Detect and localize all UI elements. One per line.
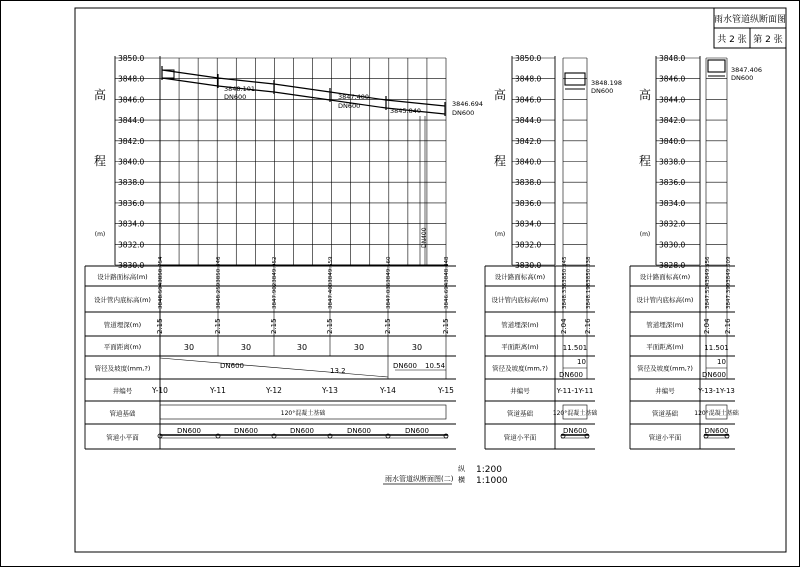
pipe-elev-label: 3847.406 [731,66,763,74]
design-elev: 3848.5943850.754 [158,256,164,309]
row-label: 井编号 [655,387,675,395]
pipe-top [386,100,445,106]
elev-value: 3830.0 [118,261,145,270]
elev-value: 3830.0 [659,240,686,250]
plan-label: DN600 [177,427,201,435]
plan-label: DN600 [563,427,587,435]
manhole-cap [565,73,585,85]
row-label: 平面距离(m) [103,343,142,351]
design-elev: 3847.5143849.556 [705,256,711,309]
caption [383,464,508,486]
design-elev: 3848.1983850.338 [586,256,592,309]
row-label: 井编号 [112,387,133,395]
well-id: Y-12 [266,386,282,395]
pipe-elev-label: 3848.198 [591,79,623,87]
design-elev: 3848.3363850.345 [562,256,568,309]
well-id: Y-10 [152,386,168,395]
pipe-size: DN600 [559,371,583,379]
profile-panel-2 [485,54,622,449]
pipe-slope: 10 [717,358,726,366]
row-label: 管道基础 [109,409,136,418]
row-label: 管道小平面 [648,433,682,442]
slope-line [160,358,388,377]
pipe-depth: 2.15 [156,318,164,334]
manhole-cap [708,60,725,72]
row-label: 管道基础 [507,409,533,418]
elev-value: 3848.0 [515,74,542,84]
pipe-depth: 2.15 [384,318,392,334]
elev-value: 3848.0 [118,74,145,84]
pipe-dn-label: DN600 [591,87,614,95]
distance-value: 30 [353,343,365,352]
foundation-label: 120°混凝土基础 [694,410,739,417]
drawing-name: 雨水管道纵断面图 [713,15,787,25]
elev-value: 3840.0 [118,157,145,167]
pipe-elev-label: 3846.694 [452,100,484,108]
well-id: Y-13 [322,386,338,395]
elev-value: 3838.0 [118,178,145,188]
elev-value: 3842.0 [515,136,542,146]
distance-value: 11.501 [704,344,729,352]
plan-label: DN600 [290,427,314,435]
elev-value: 3840.0 [515,157,542,167]
profile-panel-1 [85,54,483,449]
pipe-size: DN600 [220,362,244,370]
well-id: Y-14 [380,386,396,395]
row-label: 平面距离(m) [501,343,539,351]
well-id: Y-11-1Y-11 [556,387,594,395]
pipe-depth: 2.16 [724,318,732,334]
distance-value: 30 [411,343,423,352]
pipe-elev-label: 3845.840 [390,107,422,115]
design-elev: 3846.6943848.848 [444,256,450,309]
elev-value: 3842.0 [118,136,145,146]
elev-value: 3842.0 [659,116,686,126]
row-label: 管道埋深(m) [646,321,684,329]
distance-value: 11.501 [562,344,588,352]
row-label: 设计管内底标高(m) [636,296,694,304]
profile-panel-3 [630,54,762,449]
foundation-label: 120°混凝土基础 [552,410,598,417]
elev-char-2: 程 [93,154,107,168]
total-sheets: 共 2 张 [717,35,747,45]
pipe-slope: 10.54 [425,362,446,370]
elev-value: 3834.0 [118,219,145,229]
elev-value: 3848.0 [659,54,686,63]
elev-value: 3832.0 [515,240,542,250]
plan-label: DN600 [234,427,258,435]
row-label: 管道埋深(m) [103,321,142,329]
row-label: 平面距离(m) [646,343,684,351]
sheet-number: 第 2 张 [753,35,783,45]
branch-label: DN400 [421,227,428,248]
foundation-label: 120°混凝土基础 [280,410,326,417]
elev-value: 3832.0 [659,219,686,229]
pipe-size: DN600 [393,362,417,370]
pipe-elev-label: 3848.101 [224,85,256,93]
pipe-dn-label: DN600 [452,109,475,117]
design-elev: 3847.0363849.160 [386,256,392,309]
elev-char-1: 高 [93,88,107,102]
plan-label: DN600 [405,427,429,435]
pipe-dn-label: DN600 [224,93,247,101]
scale-h-label: 纵 [458,465,465,473]
elev-value: 3838.0 [659,157,686,167]
elev-value: 3830.0 [515,261,542,270]
caption-title: 雨水管道纵断面图(二) [385,475,454,483]
elev-value: 3844.0 [515,116,542,126]
elev-value: 3850.0 [118,54,145,63]
row-label: 设计路面标高(m) [639,273,691,281]
well-id: Y-15 [438,386,454,395]
elev-value: 3846.0 [515,95,542,105]
design-elev: 3847.9023849.952 [272,256,278,309]
plan-label: DN600 [704,427,729,435]
scale-v-label: 横 [458,476,465,484]
elev-unit: (m) [94,231,106,238]
pipe-depth: 2.15 [214,318,222,334]
pipe-size: DN600 [702,371,726,379]
pipe-slope: 10 [577,358,586,366]
pipe-depth: 2.15 [442,318,450,334]
pipe-dn-label: DN600 [338,102,361,110]
elev-value: 3836.0 [118,198,145,208]
pipe-depth: 2.16 [584,318,592,334]
well-id: Y-13-1Y-13 [698,387,735,395]
elev-value: 3844.0 [118,116,145,126]
elev-value: 3832.0 [118,240,145,250]
elev-char-2: 程 [638,154,652,168]
row-label: 设计路面标高(m) [494,273,546,281]
elev-value: 3844.0 [659,95,686,105]
elev-value: 3850.0 [515,54,542,63]
row-label: 管道小平面 [503,433,537,442]
row-label: 管径及坡度(mm,?) [492,364,548,373]
pipe-bottom [162,78,218,86]
design-elev: 3848.2593850.346 [216,256,222,309]
pipe-slope: 13.2 [330,367,346,375]
elev-value: 3834.0 [659,198,686,208]
title-block [714,8,786,48]
distance-value: 30 [183,343,195,352]
elev-char-2: 程 [493,154,507,168]
elev-value: 3838.0 [515,178,542,188]
row-label: 设计路面标高(m) [97,273,148,281]
elev-value: 3836.0 [659,178,686,188]
elev-value: 3846.0 [659,74,686,84]
elev-unit: (m) [639,231,651,238]
design-elev: 3847.4003849.559 [328,256,334,309]
pipe-top [162,70,218,78]
elev-char-1: 高 [638,88,652,102]
row-label: 设计管内底标高(m) [94,296,151,304]
design-elev: 3847.3993849.509 [726,256,732,309]
pipe-depth: 2.15 [270,318,278,334]
elev-value: 3836.0 [515,198,542,208]
elev-value: 3828.0 [659,261,686,270]
distance-value: 30 [240,343,252,352]
distance-value: 30 [296,343,308,352]
row-label: 井编号 [510,387,530,395]
pipe-depth: 2.04 [560,318,568,334]
elev-value: 3840.0 [659,136,686,146]
row-label: 设计管内底标高(m) [491,296,549,304]
pipe-depth: 2.04 [703,318,711,334]
pipe-elev-label: 3847.400 [338,93,370,101]
row-label: 管道基础 [652,409,678,418]
row-label: 管径及坡度(mm,?) [637,364,693,373]
well-id: Y-11 [210,386,226,395]
row-label: 管径及坡度(mm,?) [94,364,151,373]
pipe-depth: 2.15 [326,318,334,334]
pipe-bottom [274,92,330,100]
row-label: 管道埋深(m) [501,321,539,329]
elev-value: 3834.0 [515,219,542,229]
row-label: 管道小平面 [106,433,139,442]
elev-unit: (m) [494,231,506,238]
pipe-dn-label: DN600 [731,74,754,82]
pipe-top [274,84,330,92]
plan-label: DN600 [347,427,371,435]
scale-h: 1:200 [476,465,502,475]
elev-value: 3846.0 [118,95,145,105]
elev-char-1: 高 [493,88,507,102]
scale-v: 1:1000 [476,476,508,486]
